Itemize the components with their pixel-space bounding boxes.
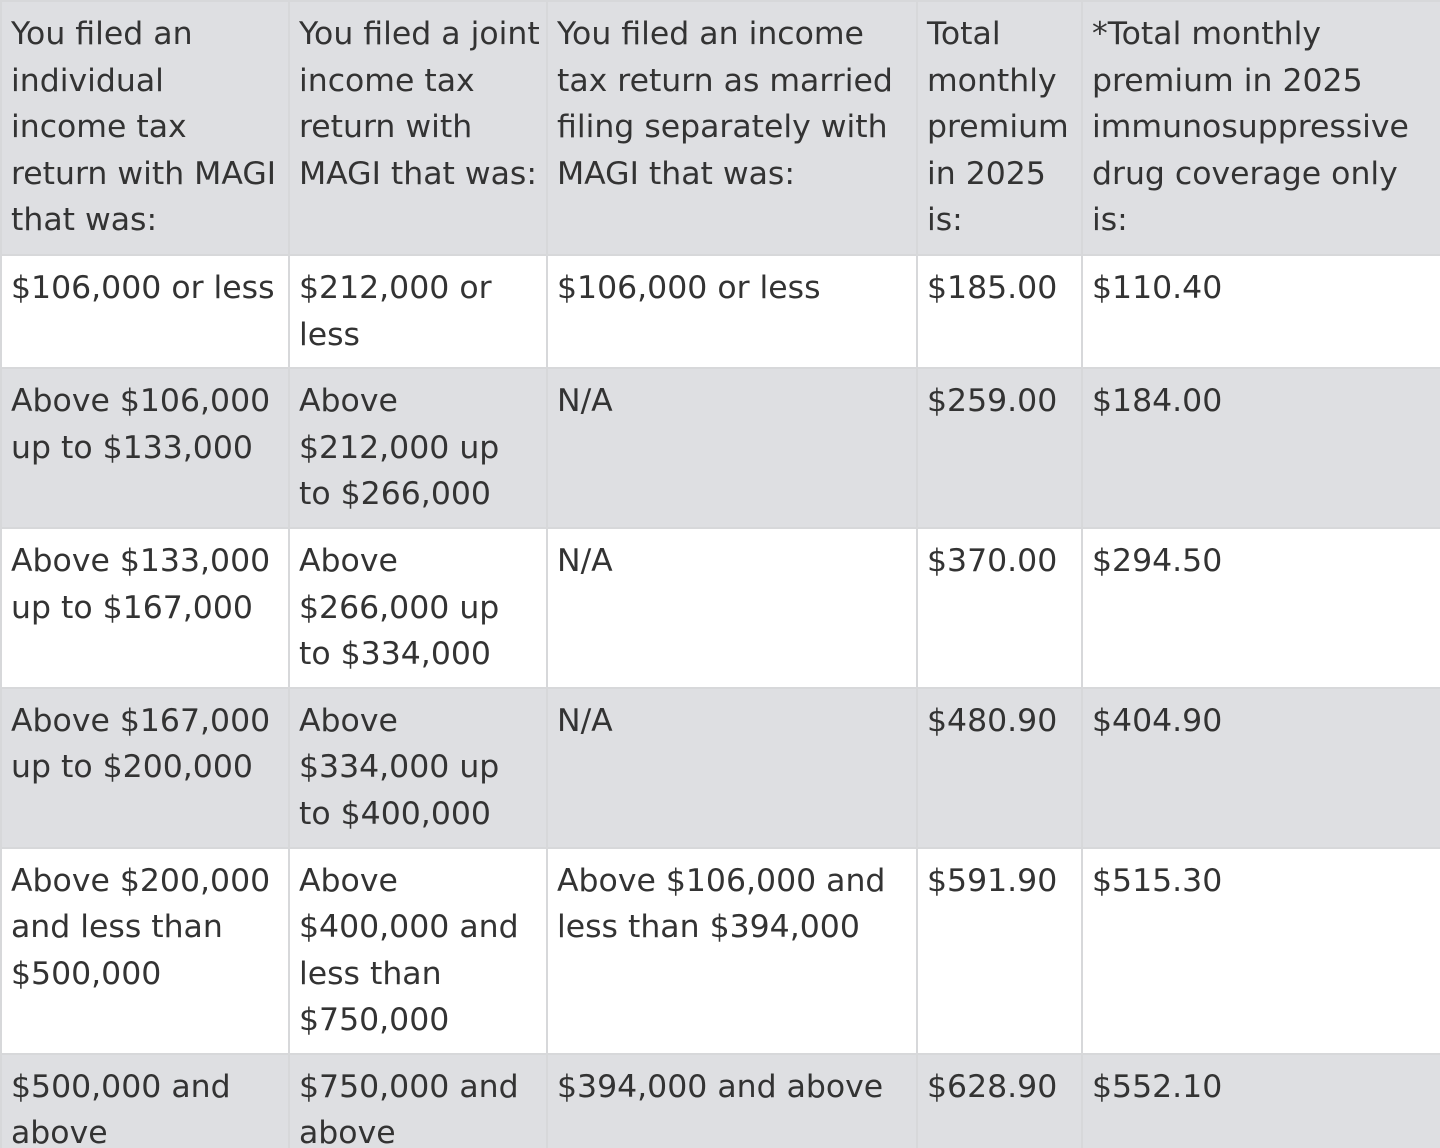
header-total-premium: Total monthly premium in 2025 is:: [917, 1, 1082, 255]
total-premium-cell: $259.00: [917, 368, 1082, 528]
separate-magi-cell: N/A: [547, 368, 917, 528]
separate-magi-cell: N/A: [547, 528, 917, 688]
immunosuppressive-premium-cell: $552.10: [1082, 1054, 1440, 1148]
individual-magi-cell: Above $167,000 up to $200,000: [1, 688, 289, 848]
header-immunosuppressive-premium: *Total monthly premium in 2025 immunosuppressive drug coverage only is:: [1082, 1, 1440, 255]
immunosuppressive-premium-cell: $294.50: [1082, 528, 1440, 688]
individual-magi-cell: Above $200,000 and less than $500,000: [1, 848, 289, 1054]
joint-magi-cell: $750,000 and above: [289, 1054, 547, 1148]
total-premium-cell: $591.90: [917, 848, 1082, 1054]
individual-magi-cell: $500,000 and above: [1, 1054, 289, 1148]
joint-magi-cell: $212,000 or less: [289, 255, 547, 368]
immunosuppressive-premium-cell: $184.00: [1082, 368, 1440, 528]
individual-magi-cell: Above $133,000 up to $167,000: [1, 528, 289, 688]
table-row: [1, 528, 1440, 688]
joint-magi-cell: Above $400,000 and less than $750,000: [289, 848, 547, 1054]
table-row: [1, 255, 1440, 368]
separate-magi-cell: Above $106,000 and less than $394,000: [547, 848, 917, 1054]
table-header-row: [1, 1, 1440, 255]
total-premium-cell: $185.00: [917, 255, 1082, 368]
separate-magi-cell: $394,000 and above: [547, 1054, 917, 1148]
header-individual-magi: You filed an individual income tax return with MAGI that was:: [1, 1, 289, 255]
separate-magi-cell: N/A: [547, 688, 917, 848]
joint-magi-cell: Above $334,000 up to $400,000: [289, 688, 547, 848]
header-joint-magi: You filed a joint income tax return with MAGI that was:: [289, 1, 547, 255]
total-premium-cell: $370.00: [917, 528, 1082, 688]
individual-magi-cell: $106,000 or less: [1, 255, 289, 368]
table-row: [1, 848, 1440, 1054]
header-separate-magi: You filed an income tax return as married filing separately with MAGI that was:: [547, 1, 917, 255]
immunosuppressive-premium-cell: $515.30: [1082, 848, 1440, 1054]
separate-magi-cell: $106,000 or less: [547, 255, 917, 368]
individual-magi-cell: Above $106,000 up to $133,000: [1, 368, 289, 528]
table-row: [1, 368, 1440, 528]
immunosuppressive-premium-cell: $404.90: [1082, 688, 1440, 848]
joint-magi-cell: Above $266,000 up to $334,000: [289, 528, 547, 688]
total-premium-cell: $480.90: [917, 688, 1082, 848]
table-row: [1, 1054, 1440, 1148]
immunosuppressive-premium-cell: $110.40: [1082, 255, 1440, 368]
joint-magi-cell: Above $212,000 up to $266,000: [289, 368, 547, 528]
table-row: [1, 688, 1440, 848]
total-premium-cell: $628.90: [917, 1054, 1082, 1148]
